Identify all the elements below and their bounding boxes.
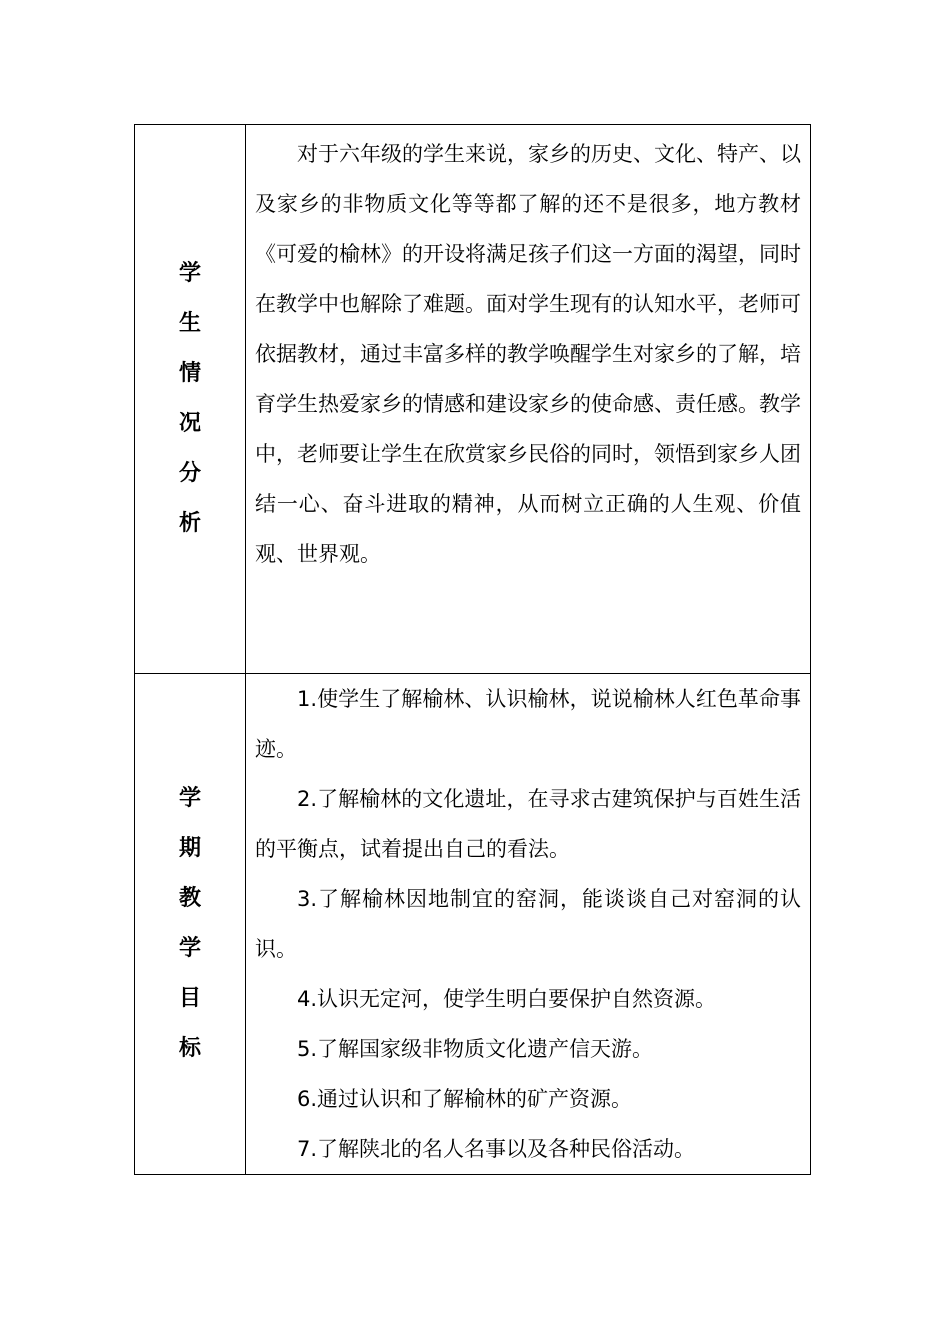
goal-item: 2.了解榆林的文化遗址，在寻求古建筑保护与百姓生活的平衡点，试着提出自己的看法。 bbox=[255, 787, 801, 861]
analysis-paragraph: 对于六年级的学生来说，家乡的历史、文化、特产、以及家乡的非物质文化等等都了解的还不是很多，地方教材《可爱的榆林》的开设将满足孩子们这一方面的渴望，同时在教学中也解除了难题。面对学生现有的认知水平，老师可依据教材，通过丰富多样的教学唤醒学生对家乡的了解，培育学生热爱家乡的情感和建设家乡的使命感、责任感。教学中，老师要让学生在欣赏家乡民俗的同时，领悟到家乡人团结一心、奋斗进取的精神，从而树立正确的人生观、价值观、世界观。 bbox=[255, 142, 801, 566]
row-label-student-analysis: 学 生 情 况 分 析 bbox=[178, 261, 201, 536]
row-content-cell bbox=[246, 125, 811, 674]
row-label-cell bbox=[135, 125, 246, 674]
table-row-student-analysis bbox=[135, 125, 811, 674]
goal-item: 5.了解国家级非物质文化遗产信天游。 bbox=[297, 1037, 654, 1061]
goal-item: 4.认识无定河，使学生明白要保护自然资源。 bbox=[297, 987, 717, 1011]
row-label-semester-goals: 学 期 教 学 目 标 bbox=[178, 786, 201, 1061]
goal-item: 7.了解陕北的名人名事以及各种民俗活动。 bbox=[297, 1137, 696, 1161]
goal-item: 1.使学生了解榆林、认识榆林，说说榆林人红色革命事迹。 bbox=[255, 687, 801, 761]
plan-table bbox=[134, 124, 811, 1175]
row-content-cell bbox=[246, 674, 811, 1175]
table-row-semester-goals bbox=[135, 674, 811, 1175]
goal-item: 6.通过认识和了解榆林的矿产资源。 bbox=[297, 1087, 633, 1111]
goal-item: 3.了解榆林因地制宜的窑洞，能谈谈自己对窑洞的认识。 bbox=[255, 887, 801, 961]
row-label-cell bbox=[135, 674, 246, 1175]
